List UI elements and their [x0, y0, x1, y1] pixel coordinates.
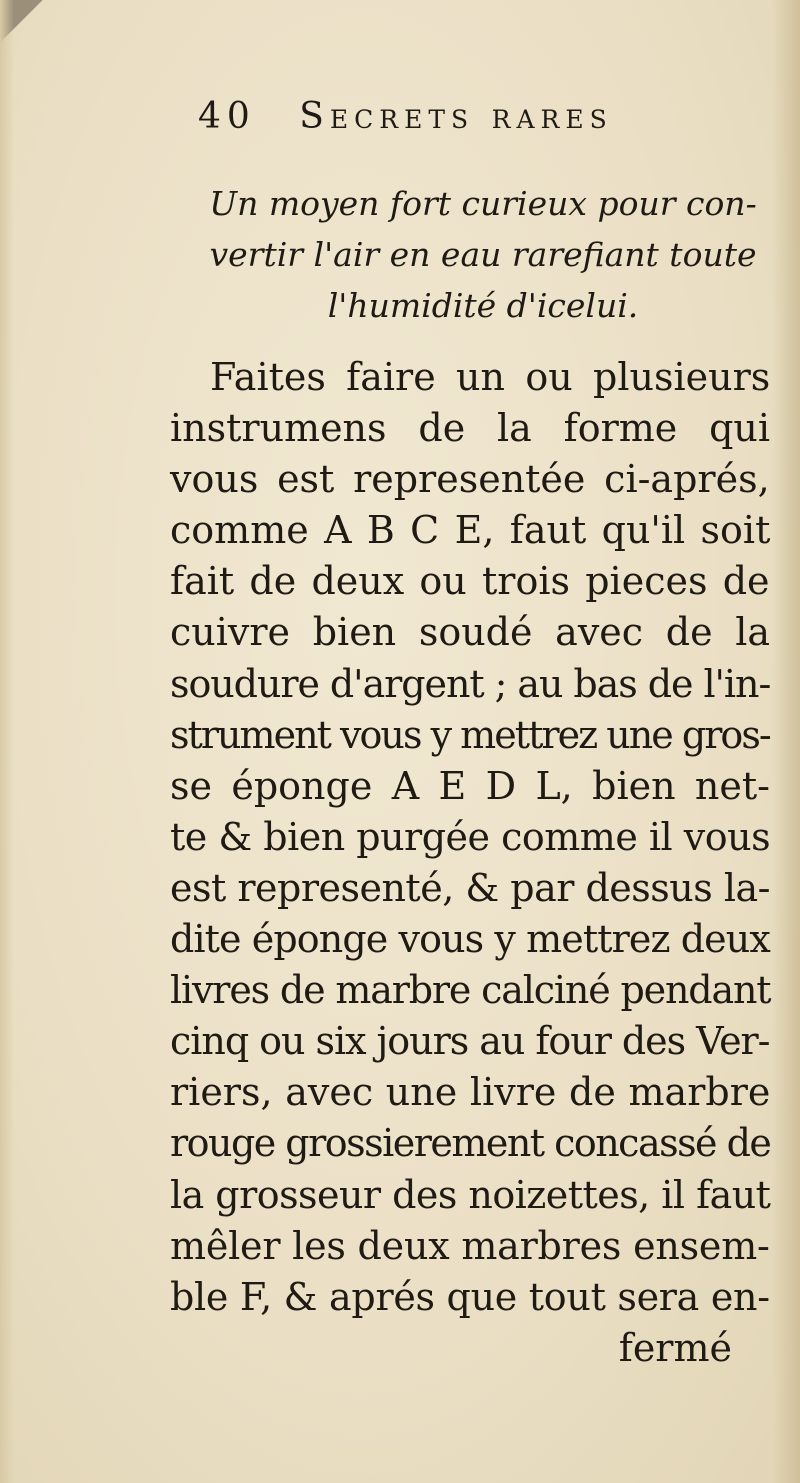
- body-line: se éponge A E D L, bien net-: [170, 763, 770, 808]
- body-text: [170, 352, 780, 1374]
- body-line: comme A B C E, faut qu'il soit: [170, 508, 771, 553]
- body-line: soudure d'argent ; au bas de l'in-: [170, 661, 771, 706]
- body-line: livres de marbre calciné pendant: [170, 968, 771, 1013]
- body-line: la grosseur des noizettes, il faut: [170, 1172, 771, 1217]
- section-heading: [188, 178, 778, 331]
- body-line: vous est representée ci-aprés,: [170, 457, 770, 502]
- page-corner-fold: [0, 0, 70, 50]
- body-line: ble F, & aprés que tout sera en-: [170, 1274, 770, 1319]
- body-line: te & bien purgée comme il vous: [170, 814, 771, 859]
- heading-line: l'humidité d'icelui.: [327, 286, 639, 325]
- running-title: Secrets rares: [299, 96, 613, 137]
- heading-line: Un moyen fort curieux pour con-: [209, 184, 757, 223]
- body-line: mêler les deux marbres ensem-: [170, 1223, 770, 1268]
- body-line: strument vous y mettrez une gros-: [170, 712, 770, 757]
- catchword: fermé: [618, 1325, 732, 1370]
- body-line: fait de deux ou trois pieces de: [170, 559, 770, 604]
- body-line: instrumens de la forme qui: [170, 406, 771, 451]
- body-line: cinq ou six jours au four des Ver-: [170, 1019, 770, 1064]
- body-line: cuivre bien soudé avec de la: [170, 610, 771, 655]
- body-line: dite éponge vous y mettrez deux: [170, 917, 770, 962]
- body-line: est representé, & par dessus la-: [170, 865, 770, 910]
- body-line: riers, avec une livre de marbre: [170, 1070, 771, 1115]
- body-line: rouge grossierement concassé de: [170, 1121, 771, 1166]
- body-line: Faites faire un ou plusieurs: [210, 355, 771, 399]
- page-number: 40: [198, 96, 256, 137]
- heading-line: vertir l'air en eau rarefiant toute: [209, 235, 757, 274]
- running-head: [198, 96, 718, 156]
